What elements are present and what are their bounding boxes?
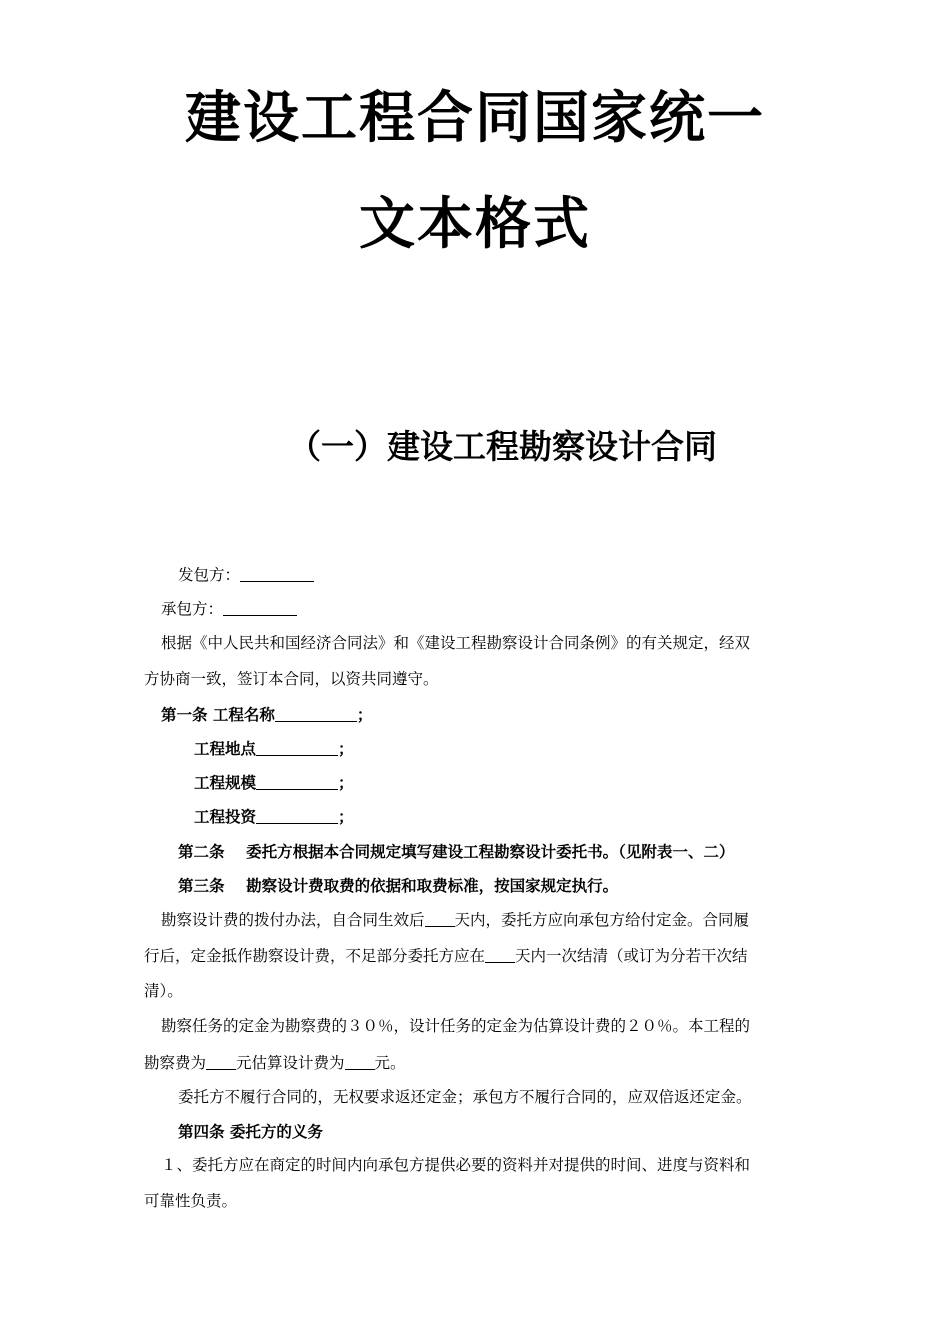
article-2: 第二条 委托方根据本合同规定填写建设工程勘察设计委托书。（见附表一、二） <box>178 842 735 861</box>
semicolon: ； <box>338 739 354 758</box>
location-label: 工程地点 <box>194 739 257 758</box>
payment-days-blank <box>425 912 455 927</box>
deposit-text-2a: 勘察费为 <box>144 1054 207 1072</box>
party-b-label: 承包方： <box>161 600 224 618</box>
article-3: 第三条 勘察设计费取费的依据和取费标准，按国家规定执行。 <box>178 876 619 895</box>
document-title-line-2: 文本格式 <box>359 191 591 257</box>
party-a-label: 发包方： <box>178 566 241 584</box>
investment-label: 工程投资 <box>194 807 257 826</box>
party-a-line <box>178 567 314 584</box>
payment-text-2b: 天内一次结清（或订为分若干次结 <box>515 947 748 965</box>
article-1-location <box>194 741 354 757</box>
article-1-label: 第一条 工程名称 <box>161 705 275 724</box>
location-blank <box>256 741 338 756</box>
deposit-line-2 <box>144 1055 406 1072</box>
survey-fee-blank <box>206 1055 236 1070</box>
duty-1-line-2: 可靠性负责。 <box>144 1192 238 1210</box>
intro-line-2: 方协商一致，签订本合同，以资共同遵守。 <box>144 670 439 688</box>
party-a-blank <box>240 567 314 582</box>
payment-text-2a: 行后，定金抵作勘察设计费，不足部分委托方应在 <box>144 947 486 965</box>
scale-blank <box>256 775 338 790</box>
payment-text-1b: 天内，委托方应向承包方给付定金。合同履 <box>454 911 750 929</box>
deposit-text-2b: 元估算设计费为 <box>236 1054 345 1072</box>
intro-line-1: 根据《中人民共和国经济合同法》和《建设工程勘察设计合同条例》的有关规定，经双 <box>161 634 751 652</box>
article-1-investment <box>194 809 354 825</box>
semicolon: ； <box>338 773 354 792</box>
settlement-days-blank <box>485 948 515 963</box>
deposit-line-1: 勘察任务的定金为勘察费的３０％，设计任务的定金为估算设计费的２０％。本工程的 <box>161 1017 751 1035</box>
document-title-line-1: 建设工程合同国家统一 <box>185 85 765 151</box>
deposit-text-2c: 元。 <box>374 1054 406 1072</box>
payment-line-2 <box>144 948 748 965</box>
scale-label: 工程规模 <box>194 773 257 792</box>
semicolon: ； <box>338 807 354 826</box>
duty-1-line-1: １、委托方应在商定的时间内向承包方提供必要的资料并对提供的时间、进度与资料和 <box>161 1156 751 1174</box>
party-b-line <box>161 601 297 618</box>
section-title: （一）建设工程勘察设计合同 <box>288 427 717 466</box>
design-fee-blank <box>345 1055 375 1070</box>
payment-text-1a: 勘察设计费的拨付办法，自合同生效后 <box>161 911 425 929</box>
project-name-blank <box>275 707 357 722</box>
article-4: 第四条 委托方的义务 <box>178 1122 323 1141</box>
article-1-project-name <box>161 707 372 723</box>
party-b-blank <box>223 601 297 616</box>
article-1-scale <box>194 775 354 791</box>
investment-blank <box>256 809 338 824</box>
payment-line-3: 清）。 <box>144 982 183 1000</box>
breach-clause: 委托方不履行合同的，无权要求返还定金；承包方不履行合同的，应双倍返还定金。 <box>178 1088 752 1106</box>
payment-line-1 <box>161 912 749 929</box>
semicolon: ； <box>356 705 373 724</box>
